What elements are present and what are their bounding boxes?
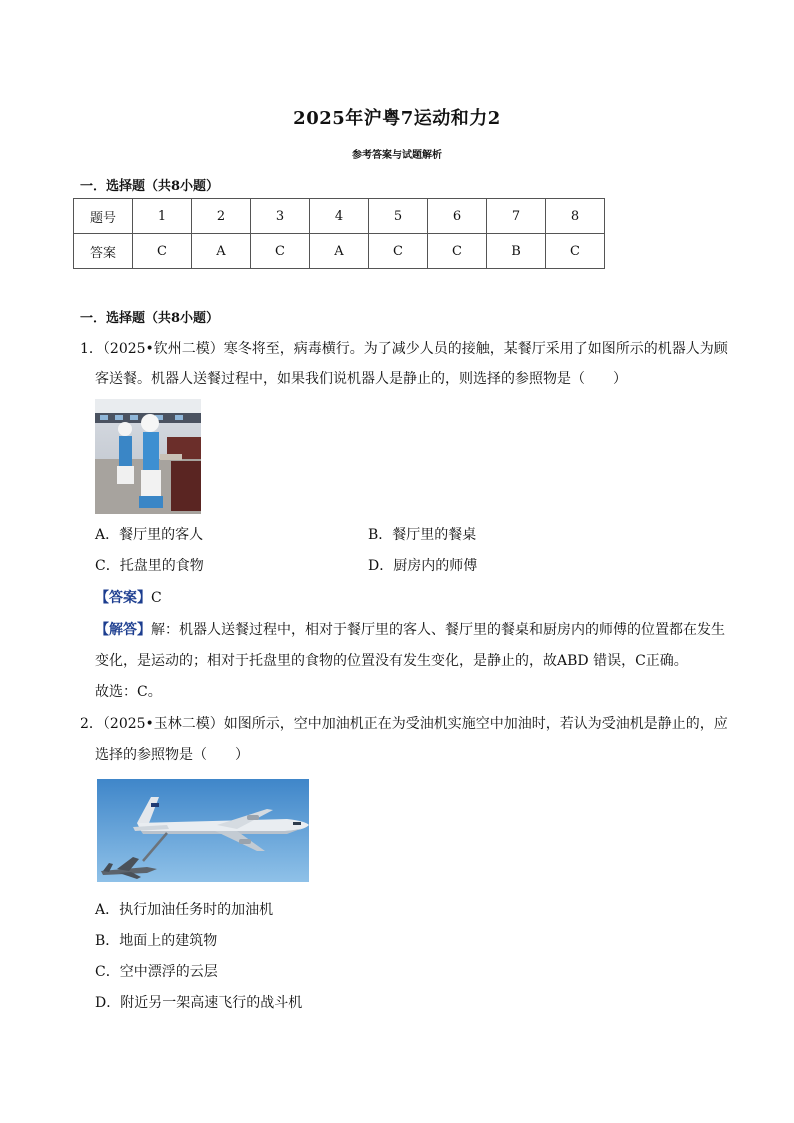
section-heading-summary: 一．选择题（共8小题） (80, 179, 220, 194)
question-2-option-a: A．执行加油任务时的加油机 (95, 902, 274, 918)
answer-table-row-label: 答案 (74, 234, 133, 269)
answer-table (73, 198, 605, 269)
answer-table-cell: C (428, 234, 487, 269)
question-1-line-1: 1．（2025•钦州二模）寒冬将至，病毒横行。为了减少人员的接触，某餐厅采用了如图所示的机器人为顾 (80, 341, 728, 357)
question-1-answer (95, 588, 162, 608)
answer-table-cell: C (546, 234, 605, 269)
answer-table-cell: 8 (546, 199, 605, 234)
question-2-option-b: B．地面上的建筑物 (95, 933, 218, 949)
question-1-option-a: A．餐厅里的客人 (95, 527, 204, 543)
answer-table-cell: 2 (192, 199, 251, 234)
question-1-line-2: 客送餐。机器人送餐过程中，如果我们说机器人是静止的，则选择的参照物是（ ） (95, 371, 627, 387)
answer-table-cell: 6 (428, 199, 487, 234)
answer-table-cell: B (487, 234, 546, 269)
answer-table-row-numbers (74, 199, 605, 234)
question-1-analysis-line-1 (95, 620, 725, 640)
answer-table-cell: C (251, 234, 310, 269)
question-1-conclusion: 故选：C。 (95, 684, 162, 700)
answer-table-cell: 1 (133, 199, 192, 234)
answer-tag: 【答案】 (95, 590, 151, 606)
answer-table-cell: 7 (487, 199, 546, 234)
answer-table-cell: 5 (369, 199, 428, 234)
aerial-refueling-image (97, 779, 309, 882)
restaurant-robot-image (95, 399, 201, 514)
answer-table-cell: A (310, 234, 369, 269)
answer-table-cell: A (192, 234, 251, 269)
question-1-option-b: B．餐厅里的餐桌 (368, 527, 477, 543)
question-1-option-d: D．厨房内的师傅 (368, 558, 478, 574)
answer-table-cell: C (133, 234, 192, 269)
question-1-option-c: C．托盘里的食物 (95, 558, 204, 574)
answer-table-cell: 3 (251, 199, 310, 234)
document-subtitle: 参考答案与试题解析 (352, 150, 442, 161)
analysis-text: 解：机器人送餐过程中，相对于餐厅里的客人、餐厅里的餐桌和厨房内的师傅的位置都在发生 (151, 622, 725, 638)
document-title: 2025年沪粤7运动和力2 (293, 108, 501, 129)
section-heading-questions: 一．选择题（共8小题） (80, 311, 220, 326)
question-2-line-1: 2．（2025•玉林二模）如图所示，空中加油机正在为受油机实施空中加油时，若认为受油机是静止的，应 (80, 716, 728, 732)
answer-value: C (151, 590, 162, 606)
answer-table-cell: 4 (310, 199, 369, 234)
question-2-option-c: C．空中漂浮的云层 (95, 964, 218, 980)
question-2-line-2: 选择的参照物是（ ） (95, 747, 249, 763)
question-1-analysis-line-2: 变化，是运动的；相对于托盘里的食物的位置没有发生变化，是静止的，故ABD 错误，C正确。 (95, 653, 688, 669)
analysis-tag: 【解答】 (95, 622, 151, 638)
answer-table-row-label: 题号 (74, 199, 133, 234)
answer-table-cell: C (369, 234, 428, 269)
answer-table-row-answers (74, 234, 605, 269)
question-2-option-d: D．附近另一架高速飞行的战斗机 (95, 995, 303, 1011)
